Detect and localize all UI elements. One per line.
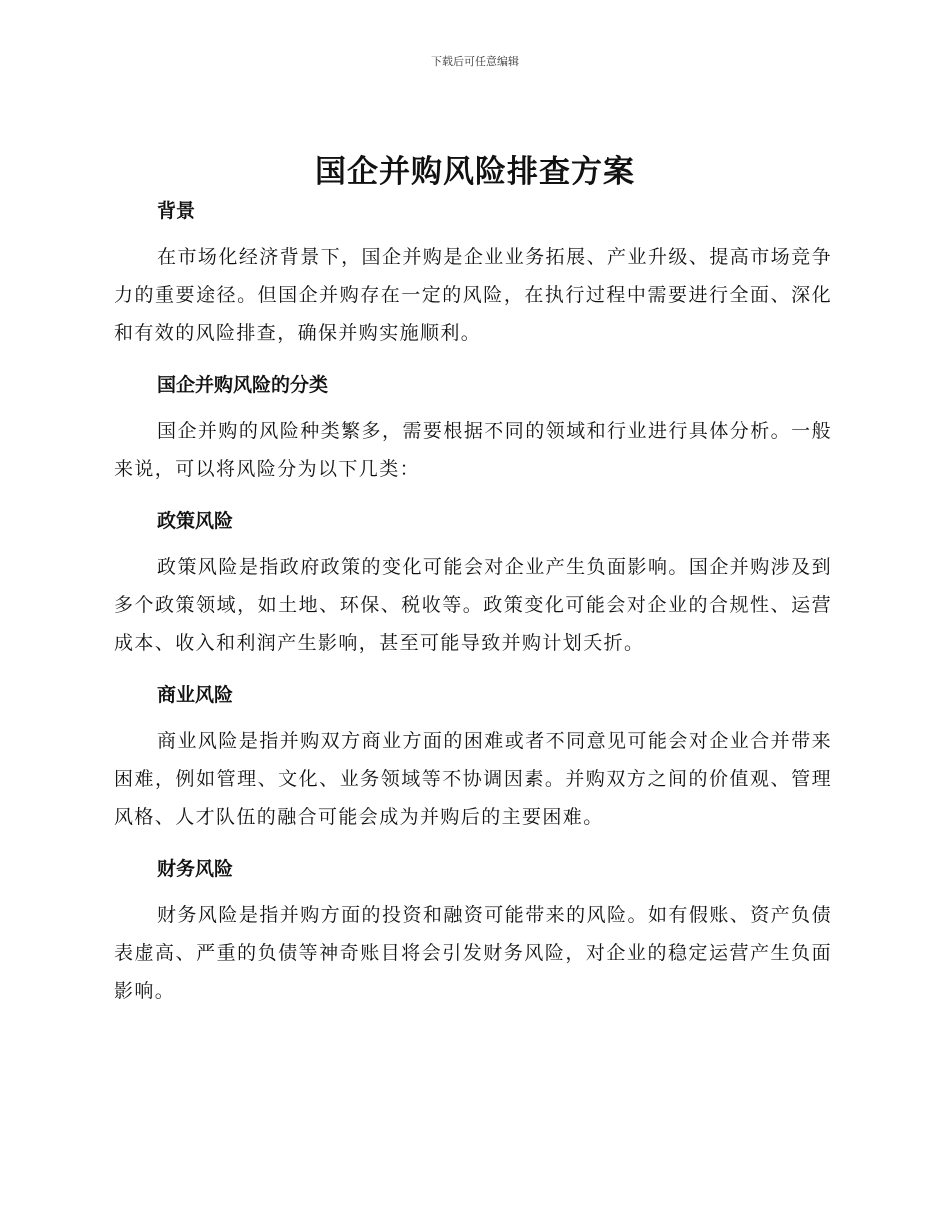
section-background: [114, 192, 832, 352]
document-title: 国企并购风险排查方案: [315, 154, 635, 190]
section-paragraph: 在市场化经济背景下，国企并购是企业业务拓展、产业升级、提高市场竞争力的重要途径。但国企并购存在一定的风险，在执行过程中需要进行全面、深化和有效的风险排查，确保并购实施顺利。: [114, 246, 832, 344]
section-heading: 国企并购风险的分类: [157, 374, 329, 396]
section-business-risk: [114, 676, 832, 836]
section-heading: 财务风险: [157, 858, 234, 880]
section-paragraph: 国企并购的风险种类繁多，需要根据不同的领域和行业进行具体分析。一般来说，可以将风险分为以下几类：: [114, 420, 832, 480]
section-policy-risk: [114, 502, 832, 662]
section-paragraph: 政策风险是指政府政策的变化可能会对企业产生负面影响。国企并购涉及到多个政策领域，如土地、环保、税收等。政策变化可能会对企业的合规性、运营成本、收入和利润产生影响，甚至可能导致并购计划夭折。: [114, 556, 832, 654]
document-body: [114, 192, 832, 1024]
section-risk-categories: [114, 366, 832, 488]
section-heading: 政策风险: [157, 510, 234, 532]
section-financial-risk: [114, 850, 832, 1010]
header-note: 下载后可任意编辑: [431, 55, 519, 68]
section-paragraph: 财务风险是指并购方面的投资和融资可能带来的风险。如有假账、资产负债表虚高、严重的负债等神奇账目将会引发财务风险，对企业的稳定运营产生负面影响。: [114, 904, 832, 1002]
section-heading: 背景: [157, 200, 196, 222]
section-paragraph: 商业风险是指并购双方商业方面的困难或者不同意见可能会对企业合并带来困难，例如管理、文化、业务领域等不协调因素。并购双方之间的价值观、管理风格、人才队伍的融合可能会成为并购后的主要困难。: [114, 730, 832, 828]
section-heading: 商业风险: [157, 684, 234, 706]
